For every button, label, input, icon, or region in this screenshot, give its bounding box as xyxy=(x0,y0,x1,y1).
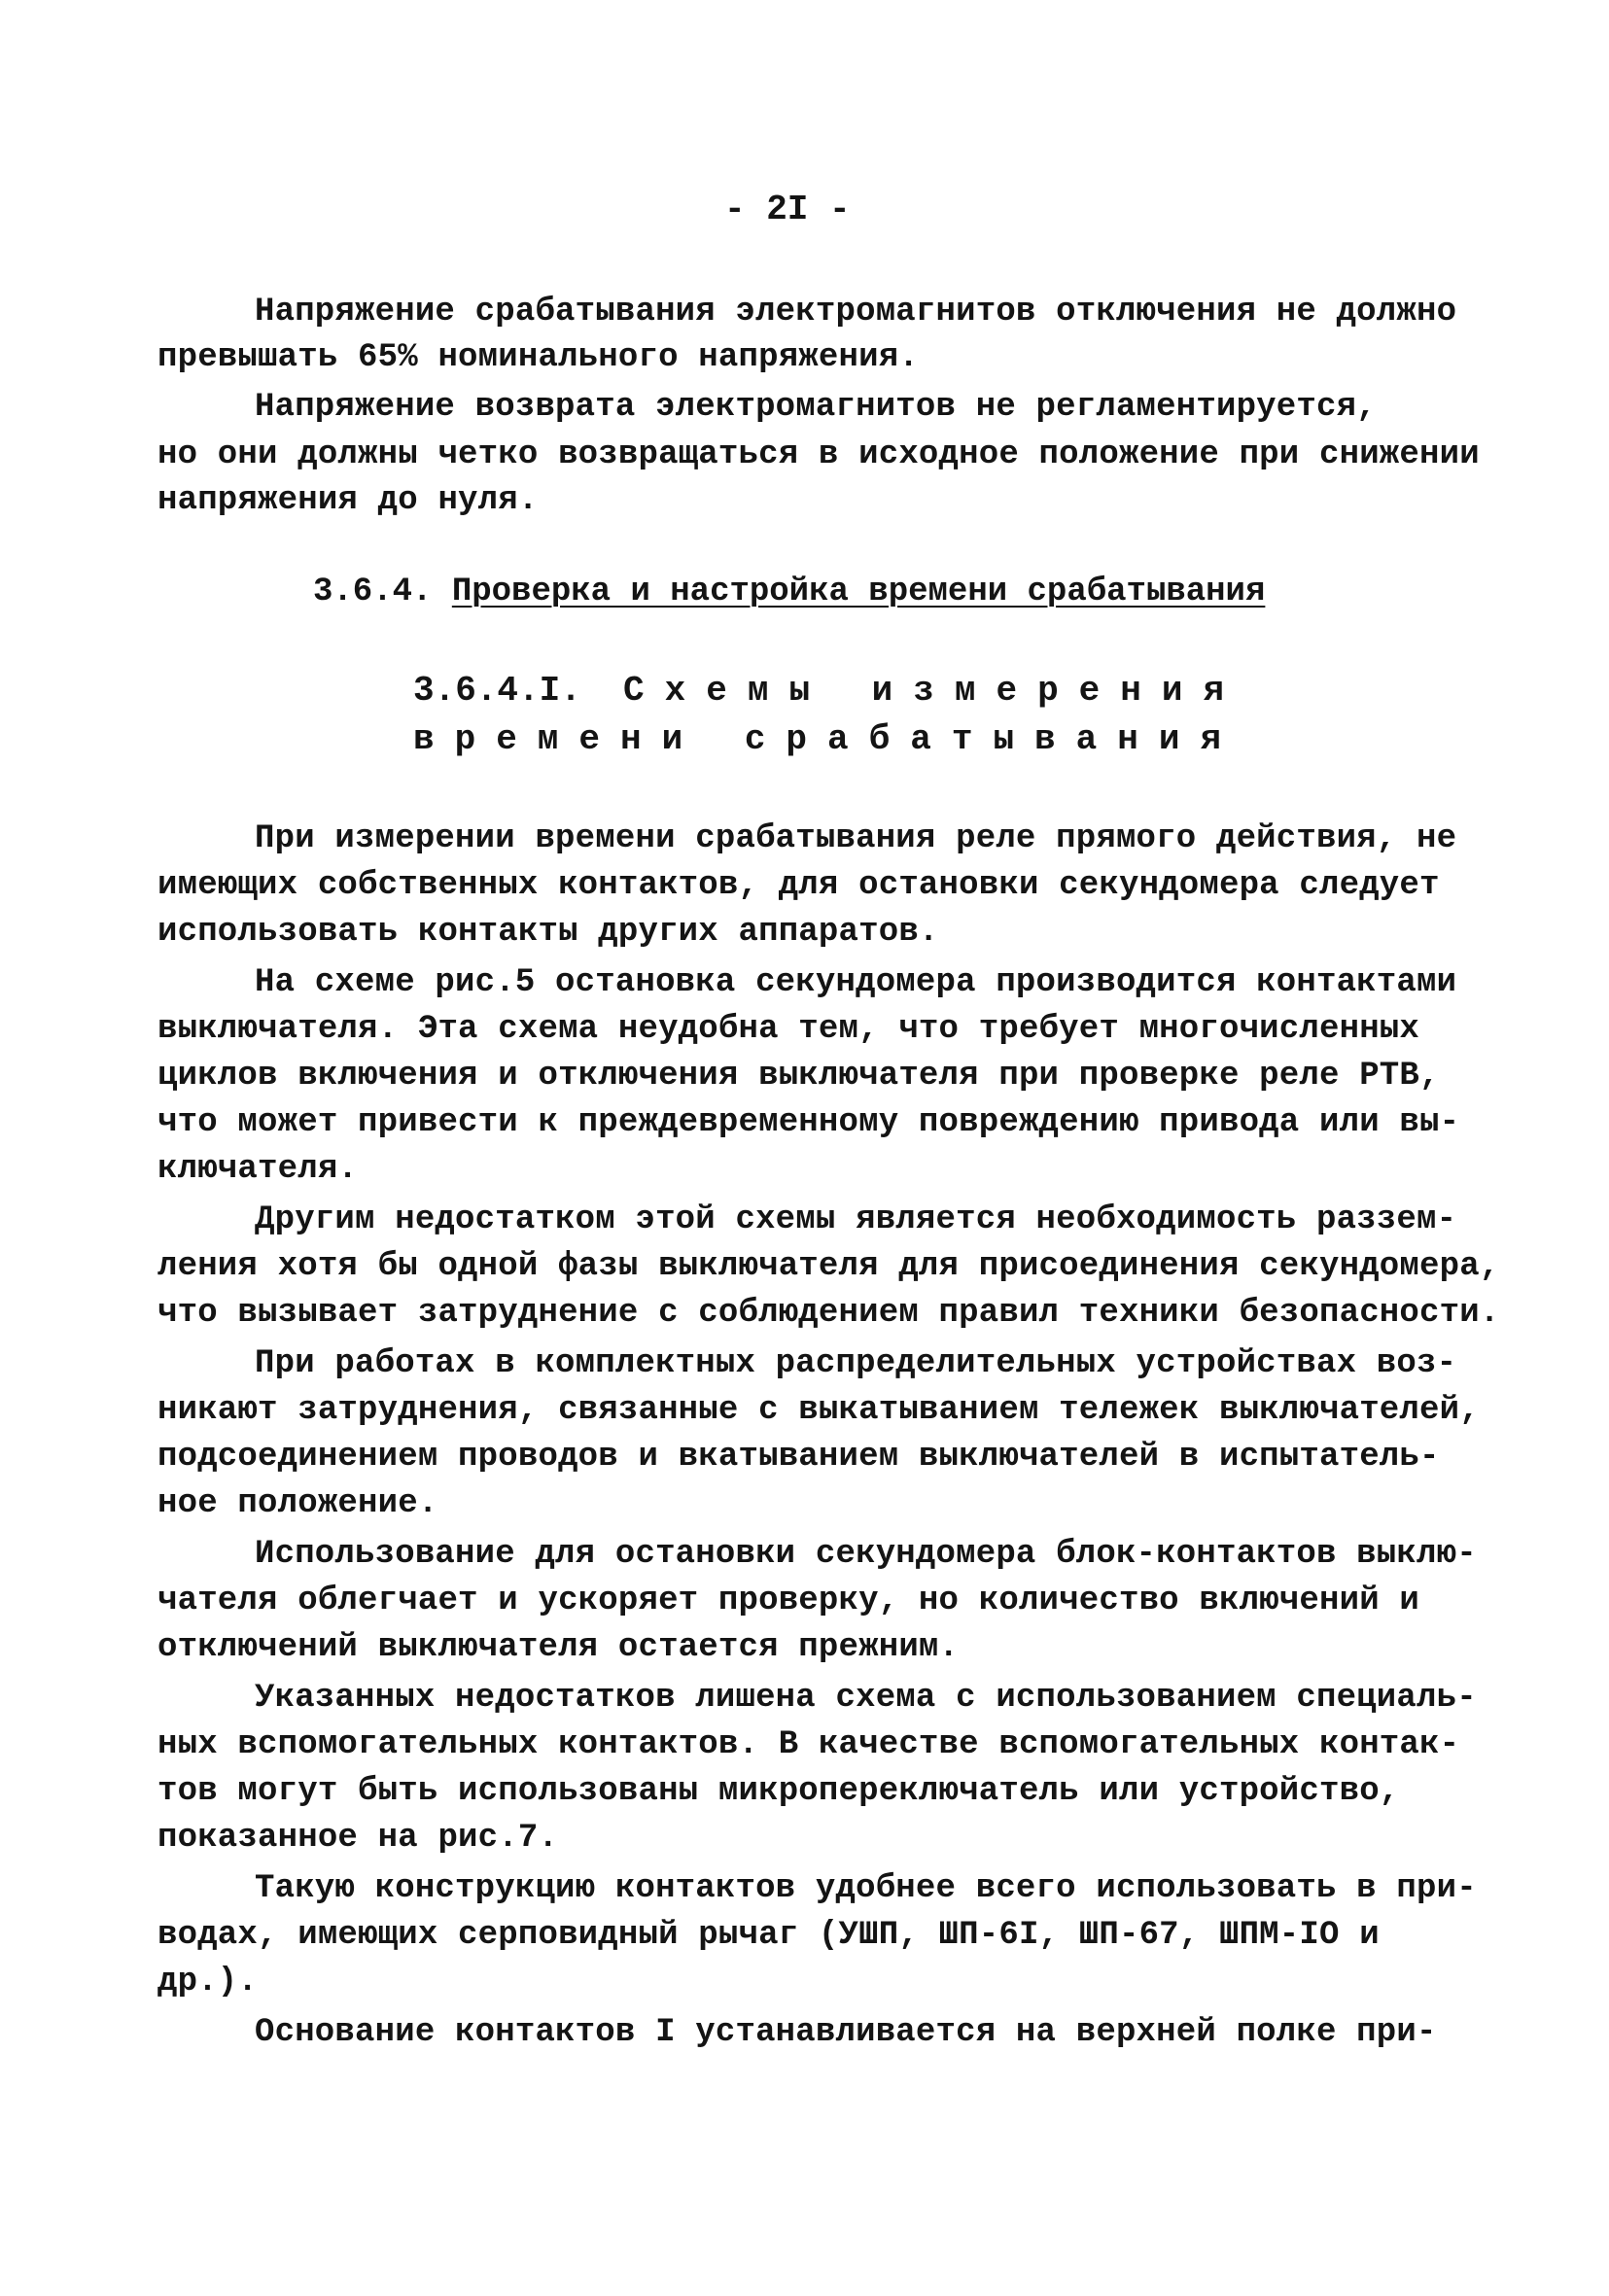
para4-line-2: выключателя. Эта схема неудобна тем, что требует многочисленных xyxy=(157,1011,1420,1048)
para3-line-3: использовать контакты других аппаратов. xyxy=(157,914,939,951)
para6-line-3: подсоединением проводов и вкатыванием выключателей в испытатель- xyxy=(157,1439,1440,1476)
section-heading xyxy=(313,574,1265,610)
para3-line-2: имеющих собственных контактов, для остановки секундомера следует xyxy=(157,867,1440,904)
para5-line-1: Другим недостатком этой схемы является необходимость раззем- xyxy=(255,1201,1457,1238)
para3-line-1: При измерении времени срабатывания реле прямого действия, не xyxy=(255,820,1457,857)
para4-line-5: ключателя. xyxy=(157,1151,359,1188)
para2-line-3: напряжения до нуля. xyxy=(157,482,539,519)
para9-line-3: др.). xyxy=(157,1964,259,2000)
para8-line-2: ных вспомогательных контактов. В качестве вспомогательных контак- xyxy=(157,1726,1460,1763)
para2-line-2: но они должны четко возвращатьcя в исходное положение при снижении xyxy=(157,436,1480,473)
para6-line-1: При работах в комплектных распределительных устройствах воз- xyxy=(255,1345,1457,1382)
para4-line-4: что может привести к преждевременному повреждению привода или вы- xyxy=(157,1104,1460,1141)
para1-line-1: Напряжение срабатывания электромагнитов отключения не должно xyxy=(255,294,1457,330)
page-number: - 2I - xyxy=(724,190,851,229)
section-title: Проверка и настройка времени срабатывания xyxy=(451,574,1266,610)
para8-line-1: Указанных недостатков лишена схема с использованием специаль- xyxy=(255,1680,1477,1717)
para8-line-3: тов могут быть использованы микропереключатель или устройство, xyxy=(157,1773,1400,1810)
para6-line-4: ное положение. xyxy=(157,1485,438,1522)
para5-line-3: что вызывает затруднение с соблюдением правил техники безопасности. xyxy=(157,1295,1500,1332)
para9-line-2: водах, имеющих серповидный рычаг (УШП, ШП-6I, ШП-67, ШПМ-IO и xyxy=(157,1917,1380,1954)
para10-line-1: Основание контактов I устанавливается на верхней полке при- xyxy=(255,2014,1437,2051)
para5-line-2: ления хотя бы одной фазы выключателя для присоединения секундомера, xyxy=(157,1248,1500,1285)
para1-line-2: превышать 65% номинального напряжения. xyxy=(157,339,919,376)
subsection-heading-line-1 xyxy=(413,671,1244,711)
para7-line-3: отключений выключателя остается прежним. xyxy=(157,1629,960,1666)
para4-line-3: циклов включения и отключения выключателя при проверке реле РТВ, xyxy=(157,1058,1440,1095)
para6-line-2: никают затруднения, связанные с выкатыванием тележек выключателей, xyxy=(157,1392,1480,1429)
para8-line-4: показанное на рис.7. xyxy=(157,1820,559,1857)
para4-line-1: На схеме рис.5 остановка секундомера производится контактами xyxy=(255,964,1457,1001)
para7-line-2: чателя облегчает и ускоряет проверку, но количество включений и xyxy=(157,1583,1420,1619)
subsection-title-line-2: времени срабатывания xyxy=(413,719,1242,759)
subsection-number: 3.6.4.I. xyxy=(413,671,581,711)
para9-line-1: Такую конструкцию контактов удобнее всего использовать в при- xyxy=(255,1870,1477,1907)
section-number: 3.6.4. xyxy=(313,574,433,610)
para2-line-1: Напряжение возврата электромагнитов не регламентируется, xyxy=(255,389,1377,426)
para7-line-1: Использование для остановки секундомера блок-контактов выклю- xyxy=(255,1536,1477,1573)
subsection-title-line-1: Схемы измерения xyxy=(623,671,1245,711)
